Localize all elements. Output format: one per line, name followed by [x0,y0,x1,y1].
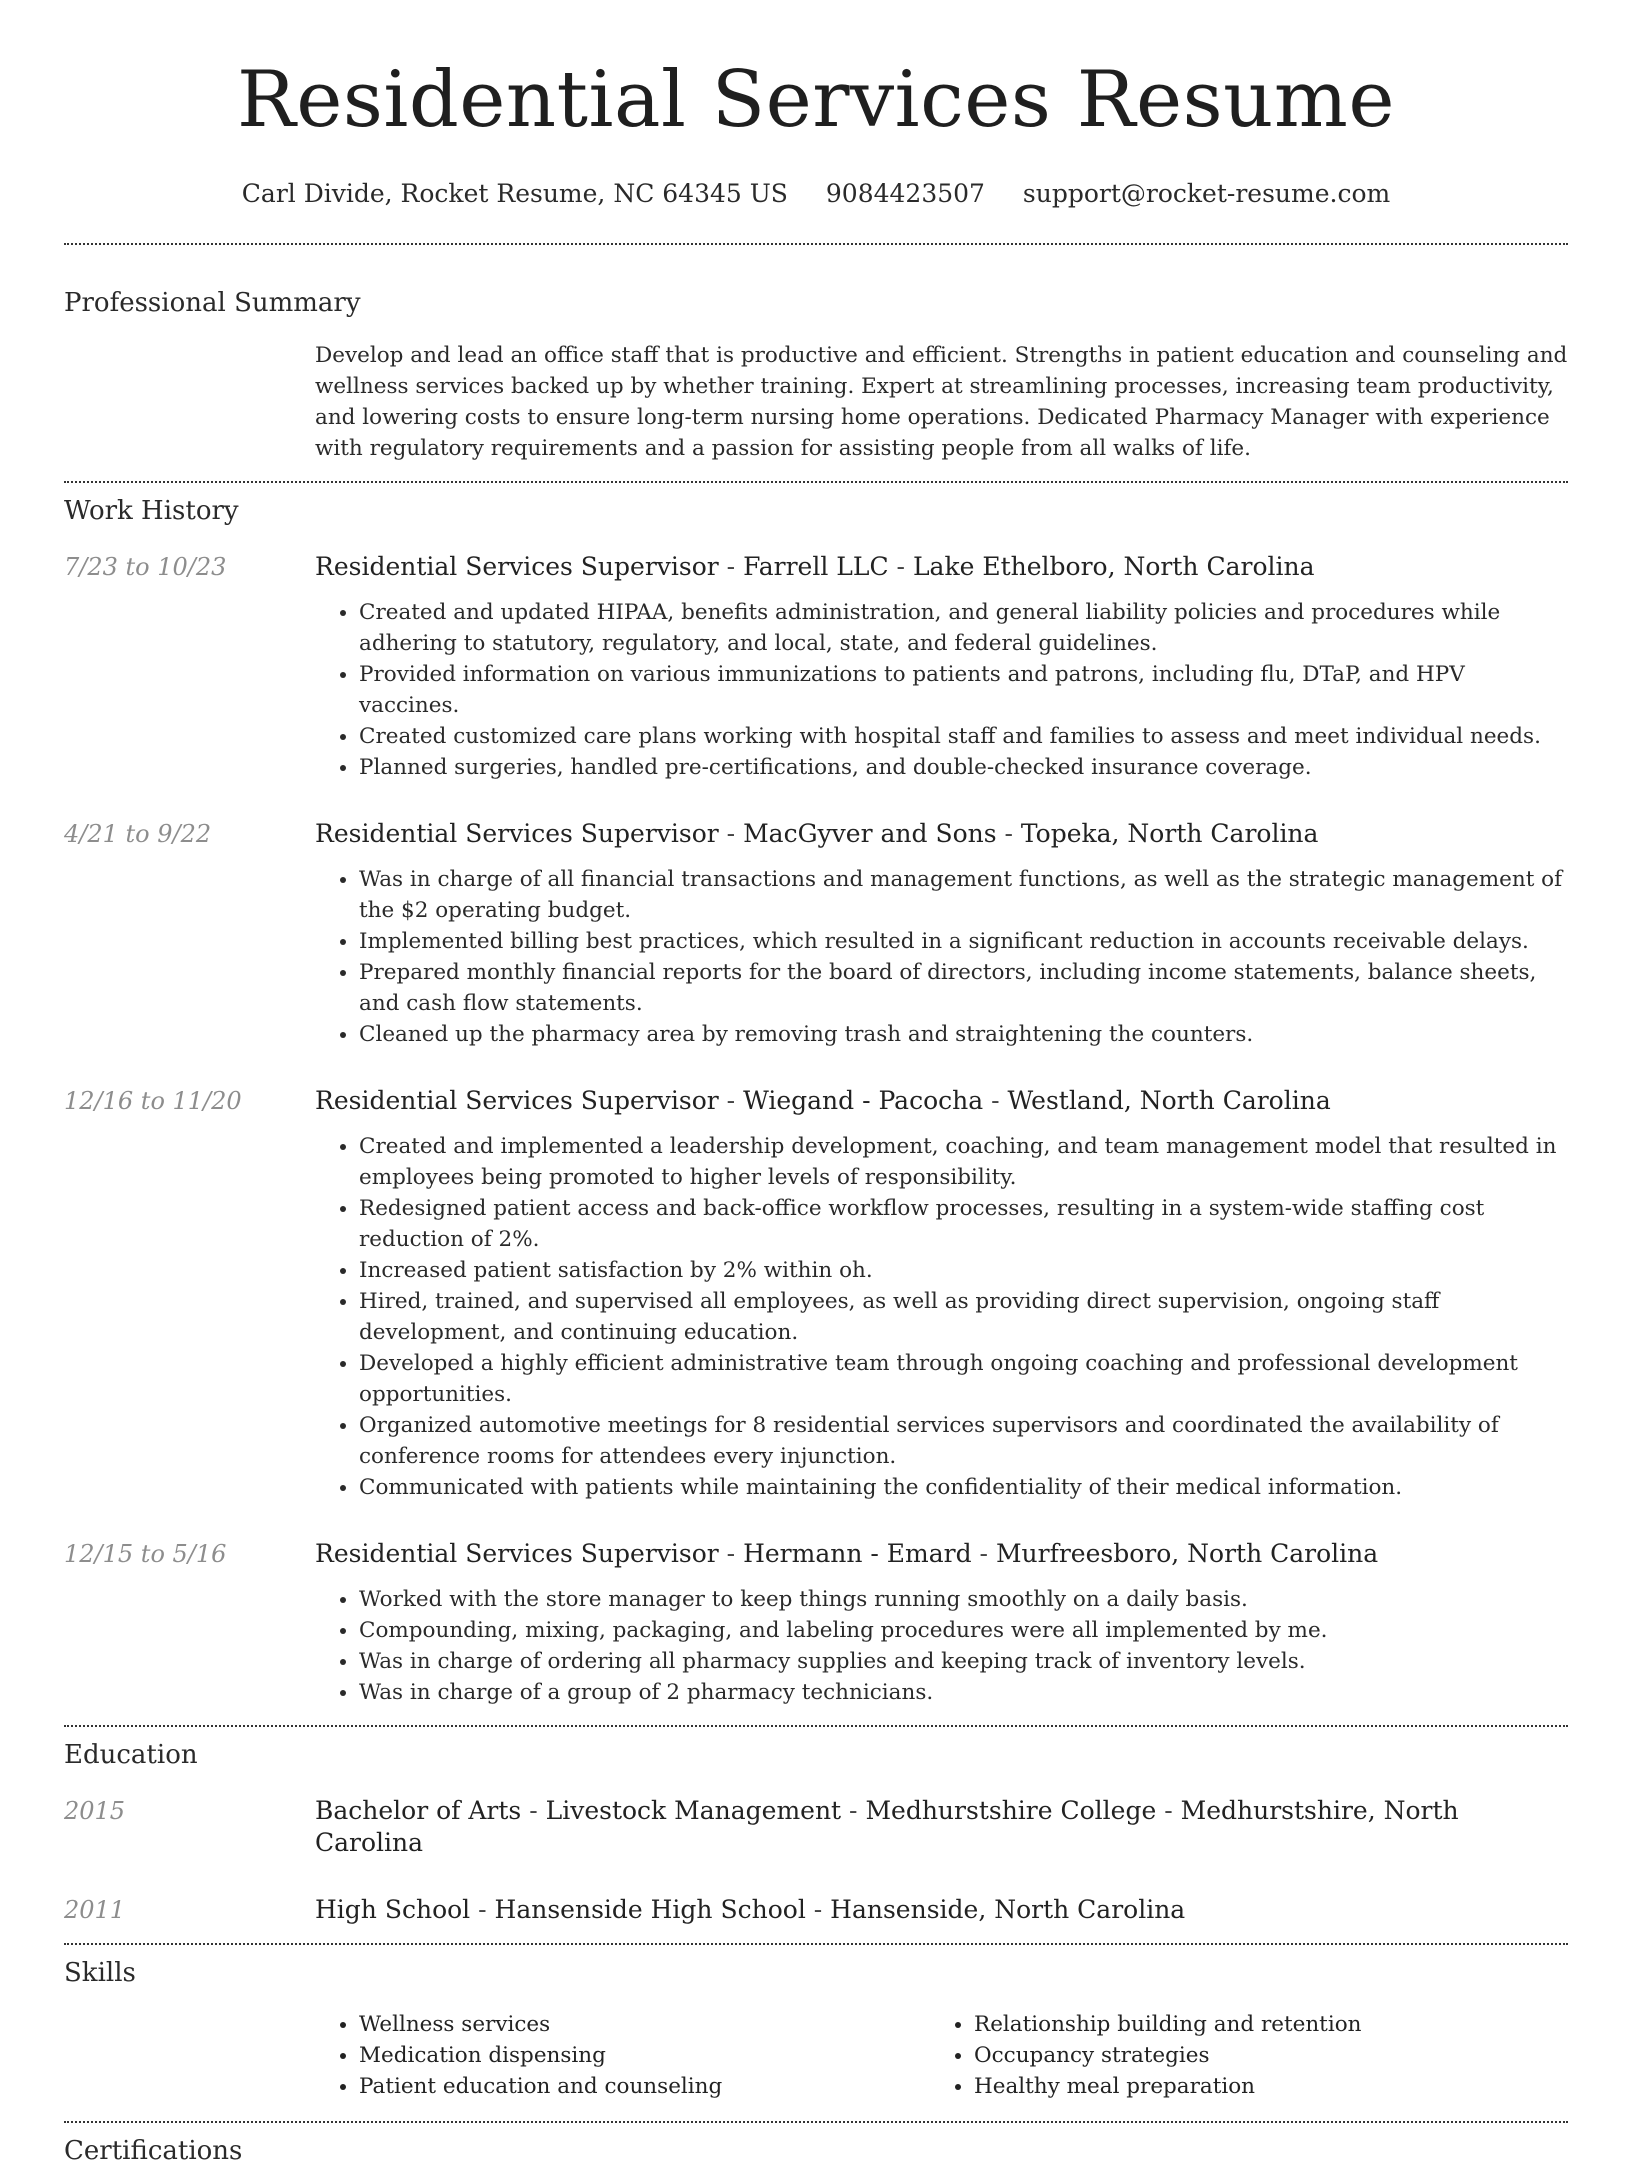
divider [64,1943,1568,1945]
job-bullet: • Was in charge of a group of 2 pharmacy technicians. [359,1677,1568,1708]
summary-text: Develop and lead an office staff that is productive and efficient. Strengths in patient education and counseling and wellness services backed up by whether training. Expert at streamlining processes, increasing team productivity, and lowering costs to ensure long-term nursing home operations. Dedicated Pharmacy Manager with experience with regulatory requirements and a passion for assisting people from all walks of life. [315,343,1568,461]
job-location: Westland, North Carolina [1007,1086,1331,1115]
job-company: Wiegand - Pacocha [743,1086,984,1115]
job-location: Murfreesboro, North Carolina [995,1539,1379,1568]
education-title: Bachelor of Arts - Livestock Management - Medhurstshire College - Medhurstshire, North Carolina [315,1796,1459,1857]
job-title: Residential Services Supervisor - Wiegand - Pacocha - Westland, North Carolina [315,1086,1331,1115]
job-bullet: • Created and implemented a leadership development, coaching, and team management model that resulted in employees being promoted to higher levels of responsibility. [359,1131,1568,1193]
skill-item: • Occupancy strategies [974,2040,1545,2071]
job-bullet: • Increased patient satisfaction by 2% within oh. [359,1255,1568,1286]
education-field: Livestock Management [545,1796,842,1825]
job-bullets [315,597,1568,783]
education-year: 2011 [64,1896,126,1924]
divider [64,243,1568,245]
job-company: MacGyver and Sons [743,819,997,848]
education-school: Medhurstshire College [865,1796,1157,1825]
contact-phone: 9084423507 [825,179,985,208]
job-bullets [315,1131,1568,1503]
job-dates: 12/15 to 5/16 [64,1540,227,1568]
job-bullet: • Prepared monthly financial reports for the board of directors, including income statements, balance sheets, and cash flow statements. [359,957,1568,1019]
summary-heading: Professional Summary [64,288,361,318]
job-bullet: • Organized automotive meetings for 8 residential services supervisors and coordinated the availability of conference rooms for attendees every injunction. [359,1410,1568,1472]
education-entry [64,1795,1568,1859]
divider [64,2121,1568,2123]
job-bullet: • Hired, trained, and supervised all employees, as well as providing direct supervision, ongoing staff development, and continuing education. [359,1286,1568,1348]
job-company: Farrell LLC [743,552,889,581]
education-entry [64,1894,1568,1926]
job-entry [64,1538,1568,1708]
skills-column-left [315,2009,930,2102]
job-bullet: • Created customized care plans working with hospital staff and families to assess and meet individual needs. [359,721,1568,752]
skill-item: • Healthy meal preparation [974,2071,1545,2102]
job-bullet: • Compounding, mixing, packaging, and labeling procedures were all implemented by me. [359,1615,1568,1646]
divider [64,1725,1568,1727]
job-title: Residential Services Supervisor - MacGyver and Sons - Topeka, North Carolina [315,819,1319,848]
skill-item: • Relationship building and retention [974,2009,1545,2040]
job-bullet: • Developed a highly efficient administrative team through ongoing coaching and professional development opportunities. [359,1348,1568,1410]
skills-heading: Skills [64,1958,136,1988]
job-location: Topeka, North Carolina [1020,819,1319,848]
resume-title: Residential Services Resume [236,55,1396,145]
skill-item: • Patient education and counseling [359,2071,930,2102]
contact-address: Carl Divide, Rocket Resume, NC 64345 US [241,179,788,208]
job-bullet: • Worked with the store manager to keep things running smoothly on a daily basis. [359,1584,1568,1615]
job-bullet: • Was in charge of all financial transactions and management functions, as well as the strategic management of the $2 operating budget. [359,864,1568,926]
job-entry [64,1085,1568,1503]
job-role: Residential Services Supervisor [315,1539,719,1568]
education-year: 2015 [64,1797,126,1825]
job-bullets [315,1584,1568,1708]
job-title: Residential Services Supervisor - Farrell LLC - Lake Ethelboro, North Carolina [315,552,1315,581]
job-bullet: • Created and updated HIPAA, benefits administration, and general liability policies and procedures while adhering to statutory, regulatory, and local, state, and federal guidelines. [359,597,1568,659]
job-bullet: • Provided information on various immunizations to patients and patrons, including flu, DTaP, and HPV vaccines. [359,659,1568,721]
contact-line [64,178,1568,210]
job-dates: 12/16 to 11/20 [64,1087,242,1115]
job-entry [64,818,1568,1050]
job-bullet: • Redesigned patient access and back-office workflow processes, resulting in a system-wide staffing cost reduction of 2%. [359,1193,1568,1255]
resume-page [64,0,1568,2167]
job-title: Residential Services Supervisor - Hermann - Emard - Murfreesboro, North Carolina [315,1539,1379,1568]
education-location: Medhurstshire, North Carolina [315,1796,1459,1857]
skill-item: • Wellness services [359,2009,930,2040]
job-role: Residential Services Supervisor [315,1086,719,1115]
job-bullet: • Cleaned up the pharmacy area by removing trash and straightening the counters. [359,1019,1568,1050]
job-bullet: • Planned surgeries, handled pre-certifications, and double-checked insurance coverage. [359,752,1568,783]
job-dates: 4/21 to 9/22 [64,820,212,848]
skill-item: • Medication dispensing [359,2040,930,2071]
education-location: Hansenside, North Carolina [830,1895,1186,1924]
contact-email: support@rocket-resume.com [1022,179,1391,208]
job-entry [64,551,1568,783]
job-location: Lake Ethelboro, North Carolina [912,552,1315,581]
divider [64,481,1568,483]
job-bullets [315,864,1568,1050]
education-heading: Education [64,1740,198,1770]
job-dates: 7/23 to 10/23 [64,553,227,581]
work-history-heading: Work History [64,496,239,526]
job-bullet: • Communicated with patients while maintaining the confidentiality of their medical information. [359,1472,1568,1503]
job-bullet: • Implemented billing best practices, which resulted in a significant reduction in accounts receivable delays. [359,926,1568,957]
education-degree: Bachelor of Arts [315,1796,522,1825]
education-degree: High School [315,1895,471,1924]
job-company: Hermann - Emard [743,1539,972,1568]
education-title: High School - Hansenside High School - Hansenside, North Carolina [315,1895,1186,1924]
job-role: Residential Services Supervisor [315,819,719,848]
education-school: Hansenside High School [494,1895,806,1924]
job-bullet: • Was in charge of ordering all pharmacy supplies and keeping track of inventory levels. [359,1646,1568,1677]
job-role: Residential Services Supervisor [315,552,719,581]
skills-list [315,2009,1568,2102]
skills-column-right [930,2009,1545,2102]
certifications-heading: Certifications [64,2136,243,2166]
